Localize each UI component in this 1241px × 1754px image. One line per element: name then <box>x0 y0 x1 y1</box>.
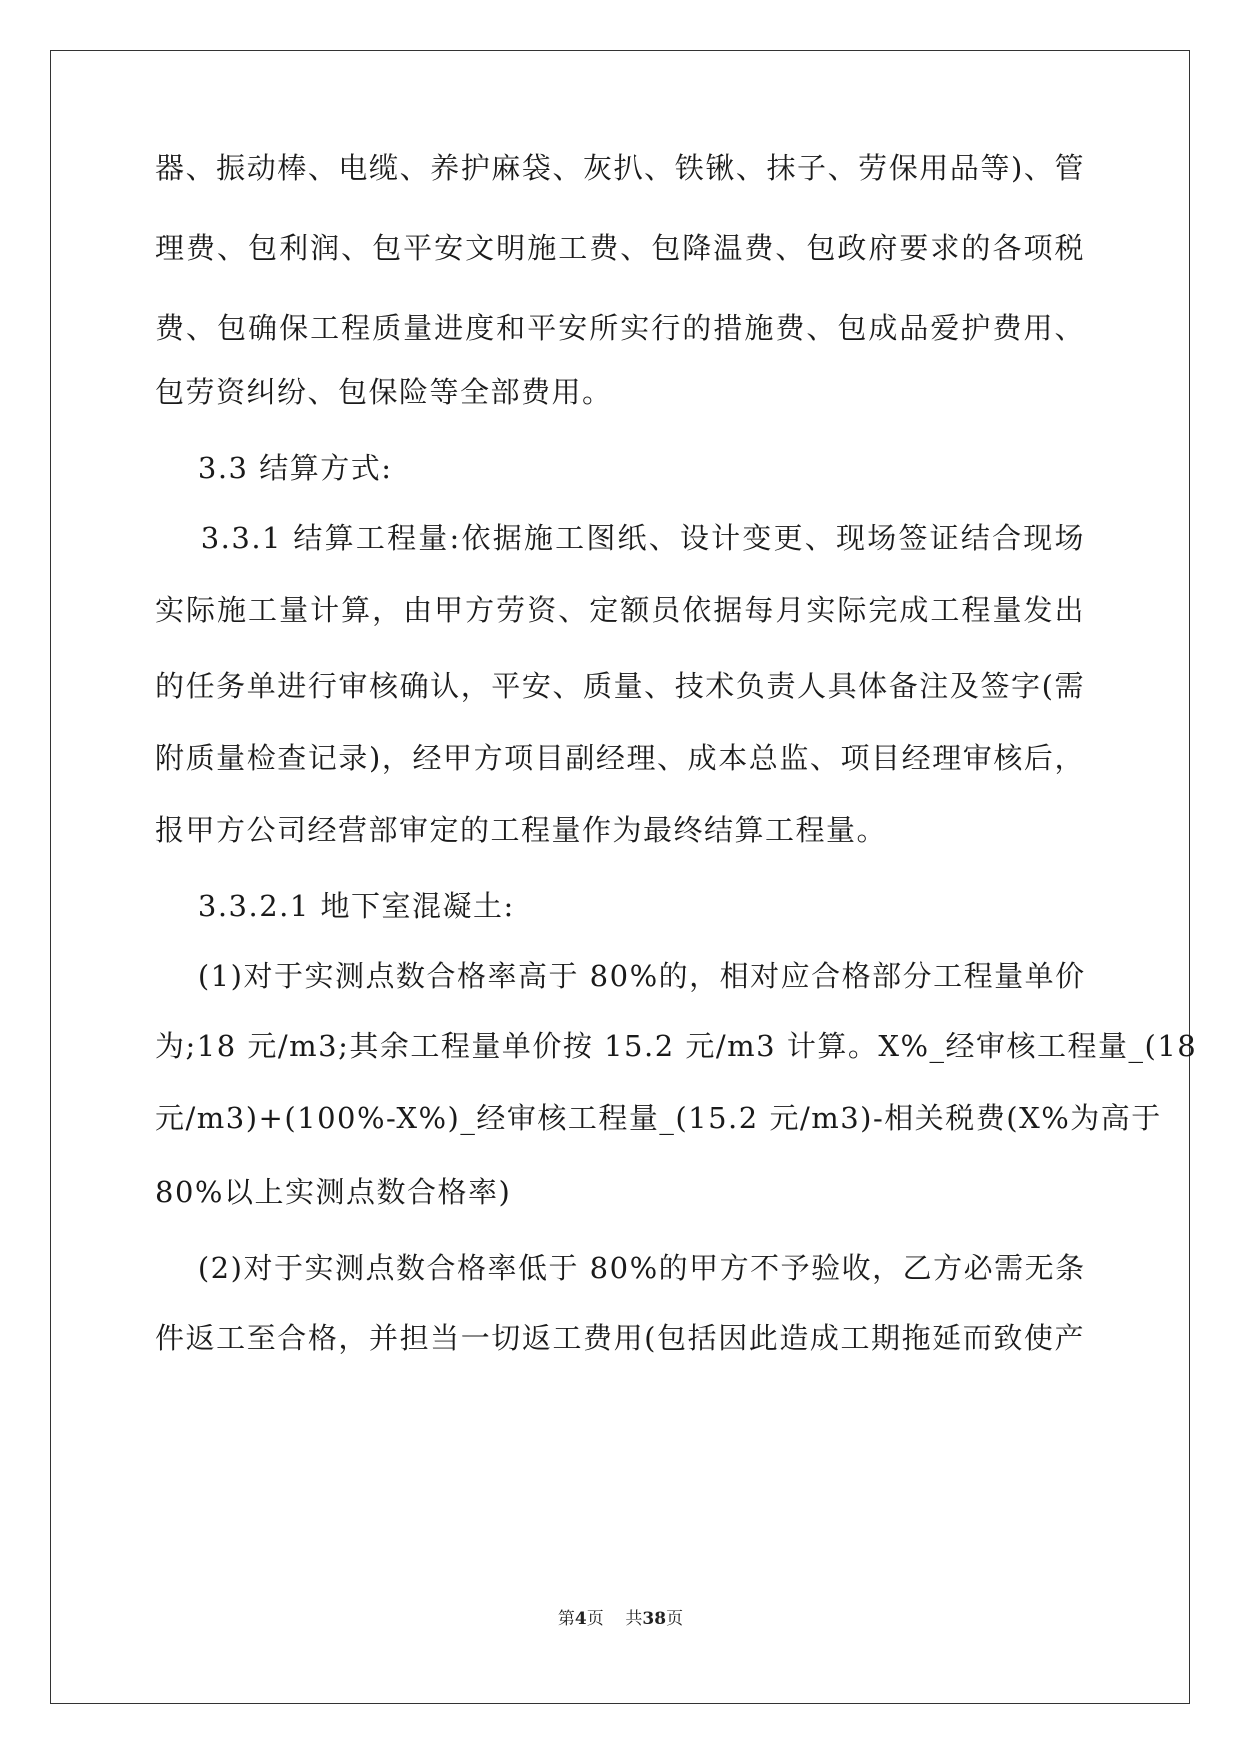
body-line-4: 包劳资纠纷、包保险等全部费用。 <box>155 375 613 409</box>
body-line-12: (1)对于实测点数合格率高于 80%的，相对应合格部分工程量单价 <box>155 959 1086 993</box>
body-line-15: 80%以上实测点数合格率) <box>155 1175 512 1209</box>
footer-page-suffix: 页 <box>586 1609 604 1629</box>
body-line-16: (2)对于实测点数合格率低于 80%的甲方不予验收，乙方必需无条 <box>155 1251 1086 1285</box>
body-line-1: 器、振动棒、电缆、养护麻袋、灰扒、铁锹、抹子、劳保用品等)、管 <box>155 151 1085 185</box>
page-footer <box>0 1604 1241 1629</box>
footer-total-suffix: 页 <box>666 1609 684 1629</box>
footer-total-prefix: 共 <box>625 1609 643 1629</box>
section-heading-3-3-2-1: 3.3.2.1 地下室混凝土: <box>155 889 515 923</box>
body-line-9: 附质量检查记录)，经甲方项目副经理、成本总监、项目经理审核后， <box>155 741 1085 775</box>
page-border <box>50 50 1198 1704</box>
footer-total-number: 38 <box>642 1609 667 1629</box>
body-line-6: 3.3.1 结算工程量:依据施工图纸、设计变更、现场签证结合现场 <box>155 521 1085 555</box>
body-line-3: 费、包确保工程质量进度和平安所实行的措施费、包成品爱护费用、 <box>155 311 1085 345</box>
body-line-8: 的任务单进行审核确认，平安、质量、技术负责人具体备注及签字(需 <box>155 669 1085 703</box>
body-line-10: 报甲方公司经营部审定的工程量作为最终结算工程量。 <box>155 813 888 847</box>
body-line-13: 为;18 元/m3;其余工程量单价按 15.2 元/m3 计算。X%_经审核工程量_(18 <box>155 1029 1198 1063</box>
footer-page-number: 4 <box>574 1609 587 1629</box>
section-heading-3-3: 3.3 结算方式: <box>155 451 393 485</box>
footer-page-prefix: 第 <box>557 1609 575 1629</box>
body-line-7: 实际施工量计算，由甲方劳资、定额员依据每月实际完成工程量发出 <box>155 593 1085 627</box>
body-line-2: 理费、包利润、包平安文明施工费、包降温费、包政府要求的各项税 <box>155 231 1085 265</box>
body-line-17: 件返工至合格，并担当一切返工费用(包括因此造成工期拖延而致使产 <box>155 1321 1085 1355</box>
body-line-14: 元/m3)+(100%-X%)_经审核工程量_(15.2 元/m3)-相关税费(X%为高于 <box>155 1101 1162 1135</box>
